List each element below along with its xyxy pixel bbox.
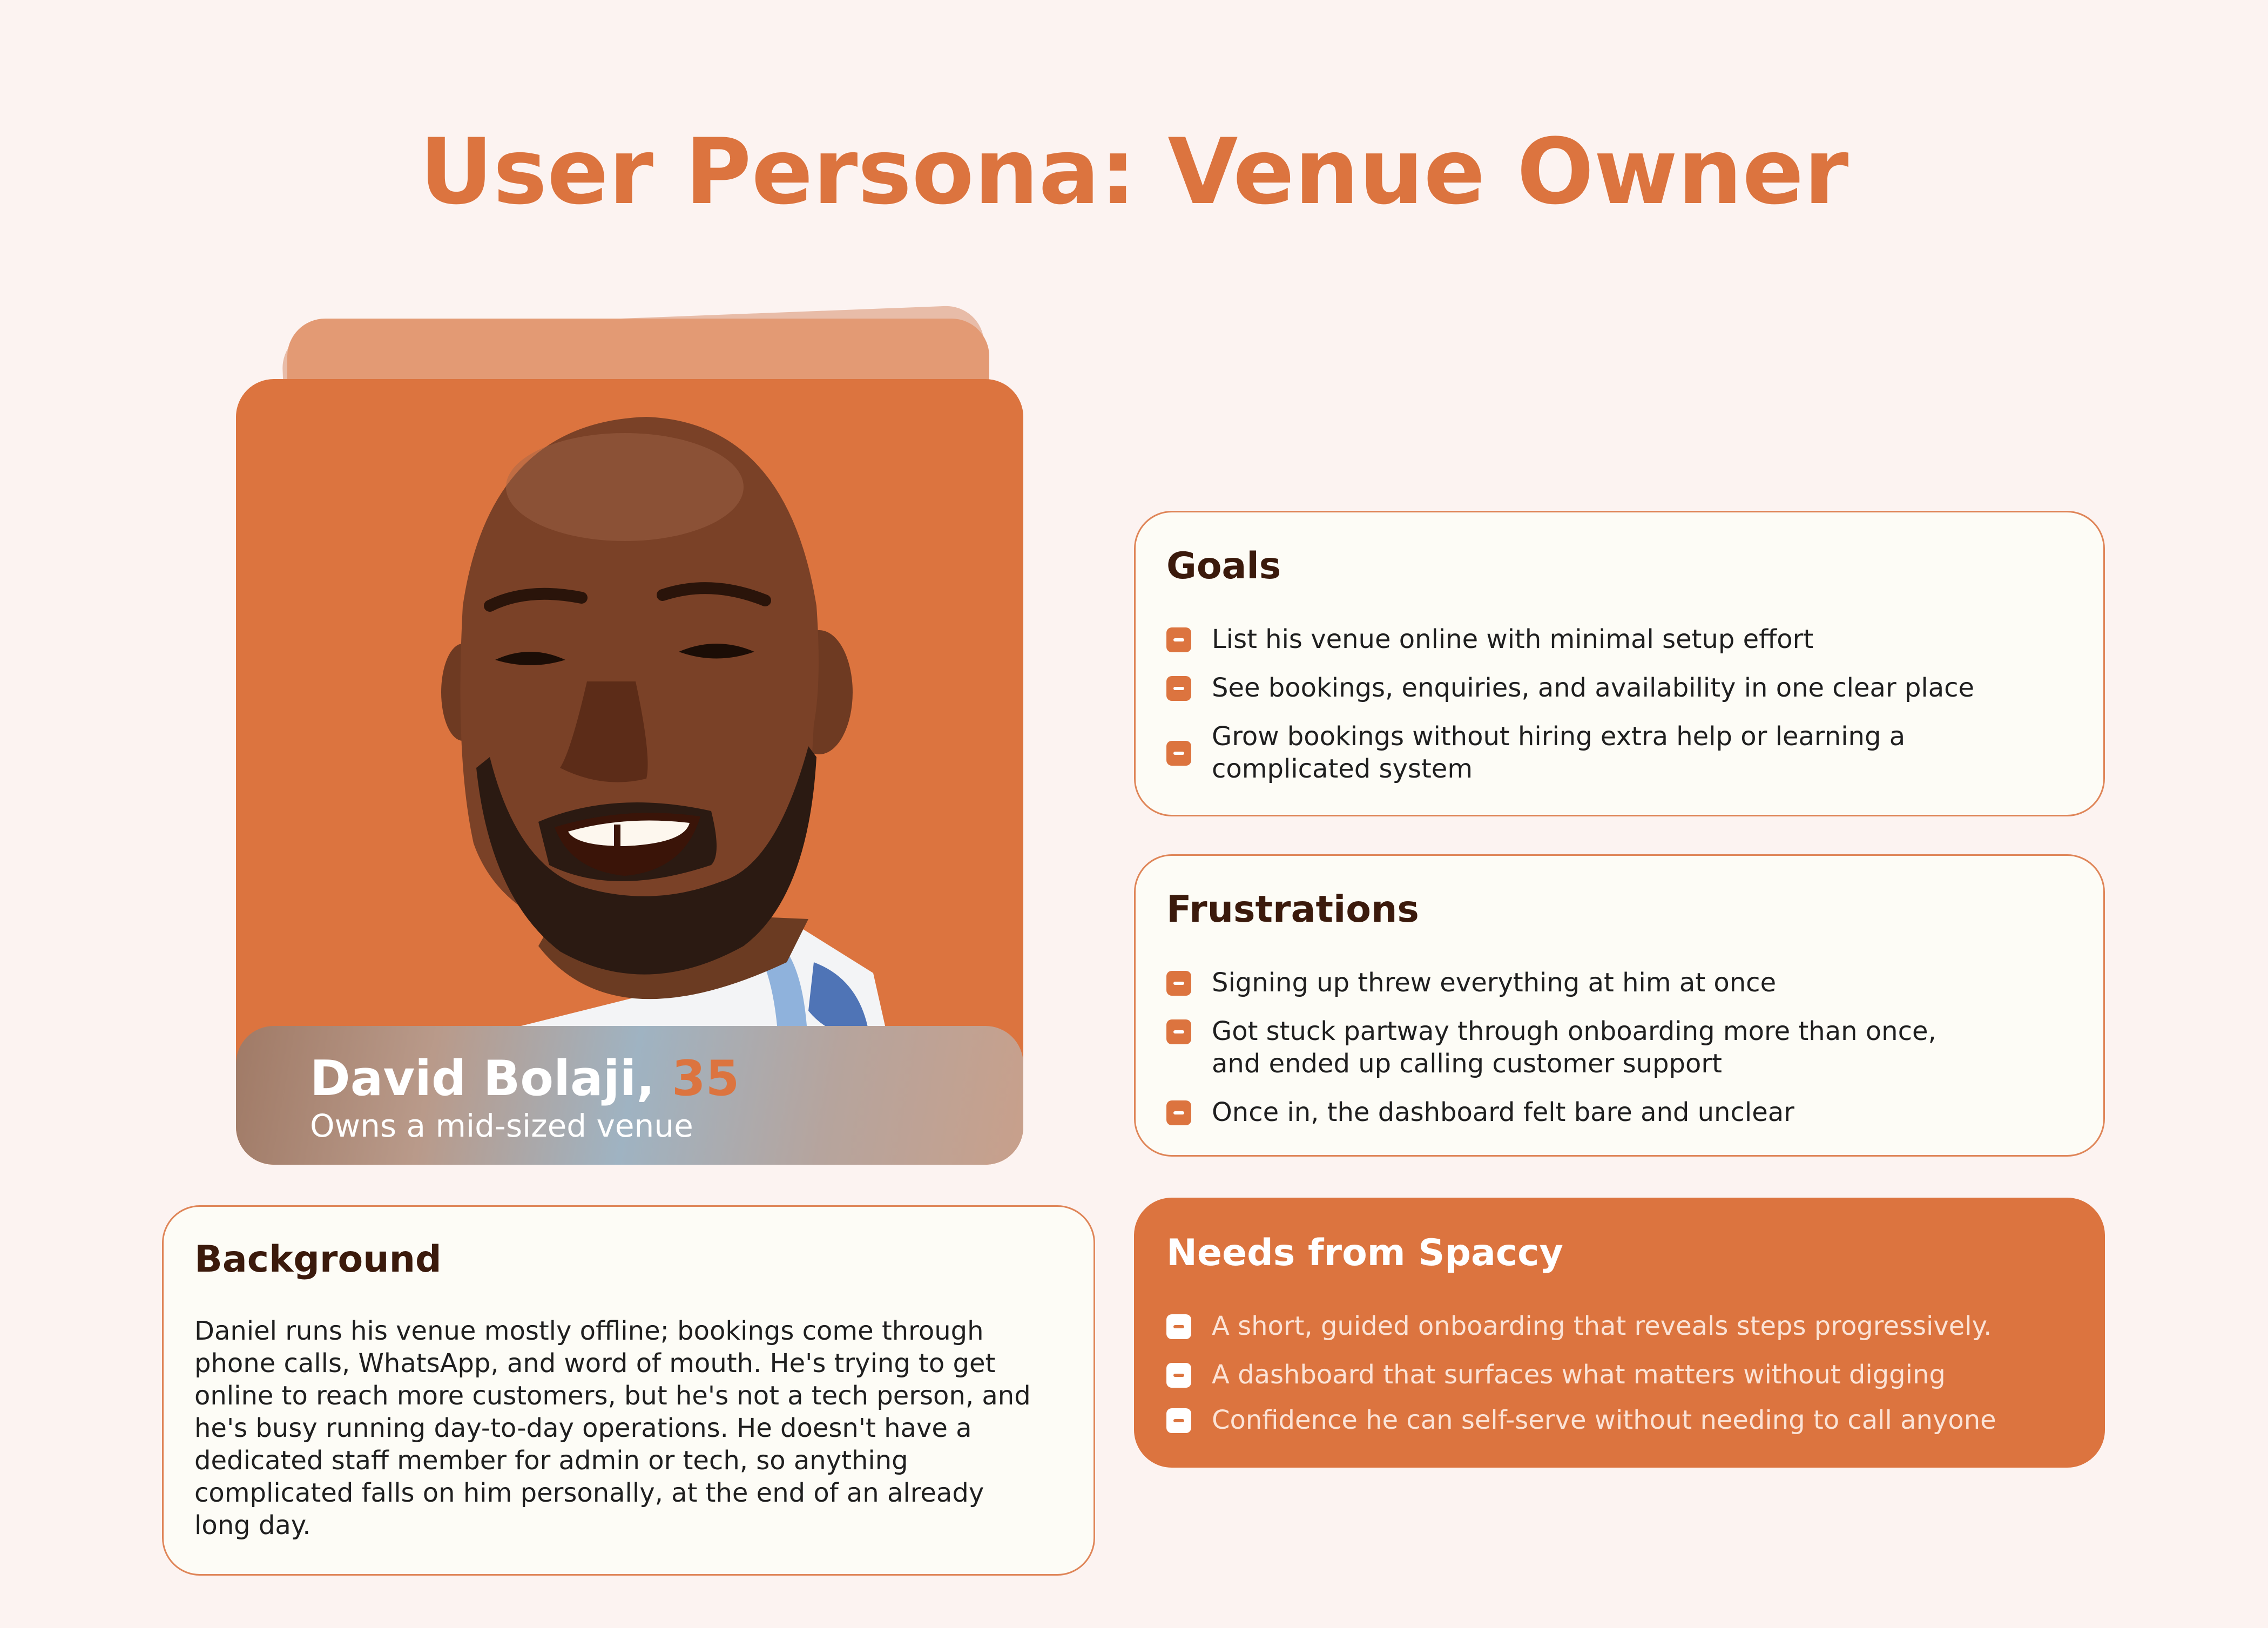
goal-text: See bookings, enquiries, and availability in one clear place bbox=[1212, 673, 1975, 703]
goals-list bbox=[1166, 623, 2041, 801]
list-item bbox=[1166, 1096, 2041, 1129]
goal-text: Grow bookings without hiring extra help or learning a complicated system bbox=[1212, 721, 1906, 784]
goals-card bbox=[1134, 511, 2105, 816]
minus-square-icon bbox=[1166, 1314, 1191, 1339]
minus-square-icon bbox=[1166, 741, 1191, 766]
persona-name: David Bolaji, bbox=[310, 1050, 655, 1107]
needs-list bbox=[1166, 1310, 2041, 1453]
goals-heading: Goals bbox=[1166, 545, 1281, 587]
frustration-text: Once in, the dashboard felt bare and unclear bbox=[1212, 1097, 1794, 1127]
minus-square-icon bbox=[1166, 1408, 1191, 1433]
need-text: A short, guided onboarding that reveals steps progressively. bbox=[1212, 1311, 1992, 1341]
minus-square-icon bbox=[1166, 1100, 1191, 1125]
list-item bbox=[1166, 1015, 2041, 1080]
minus-square-icon bbox=[1166, 676, 1191, 701]
minus-square-icon bbox=[1166, 1363, 1191, 1388]
need-text: Confidence he can self-serve without needing to call anyone bbox=[1212, 1405, 1996, 1435]
background-text: Daniel runs his venue mostly offline; bookings come through phone calls, WhatsApp, and word of mouth. He's trying to get online to reach more customers, but he's not a tech person, and he's busy running day-to-day operations. He doesn't have a dedicated staff member for admin or tech, so anything complicated falls on him personally, at the end of an already long day. bbox=[194, 1316, 1031, 1541]
list-item bbox=[1166, 1404, 2041, 1436]
needs-heading: Needs from Spaccy bbox=[1166, 1232, 1563, 1274]
persona-name-panel bbox=[236, 1026, 1023, 1165]
minus-square-icon bbox=[1166, 1019, 1191, 1044]
minus-square-icon bbox=[1166, 627, 1191, 652]
list-item bbox=[1166, 720, 2041, 785]
persona-age: 35 bbox=[671, 1050, 740, 1107]
minus-square-icon bbox=[1166, 971, 1191, 996]
frustration-text: Got stuck partway through onboarding more than once, and ended up calling customer support bbox=[1212, 1016, 1936, 1079]
goal-text: List his venue online with minimal setup effort bbox=[1212, 624, 1814, 654]
frustrations-card bbox=[1134, 854, 2105, 1157]
persona-name-line bbox=[310, 1052, 739, 1106]
list-item bbox=[1166, 967, 2041, 999]
needs-card bbox=[1134, 1198, 2105, 1468]
list-item bbox=[1166, 672, 2041, 704]
list-item bbox=[1166, 1310, 2041, 1342]
background-card bbox=[162, 1205, 1095, 1576]
page-title: User Persona: Venue Owner bbox=[419, 119, 1849, 225]
frustration-text: Signing up threw everything at him at once bbox=[1212, 968, 1777, 998]
list-item bbox=[1166, 623, 2041, 656]
frustrations-heading: Frustrations bbox=[1166, 888, 1419, 931]
list-item bbox=[1166, 1359, 2041, 1391]
need-text: A dashboard that surfaces what matters without digging bbox=[1212, 1360, 1946, 1390]
frustrations-list bbox=[1166, 967, 2041, 1145]
persona-role: Owns a mid-sized venue bbox=[310, 1107, 693, 1144]
background-heading: Background bbox=[194, 1238, 442, 1281]
